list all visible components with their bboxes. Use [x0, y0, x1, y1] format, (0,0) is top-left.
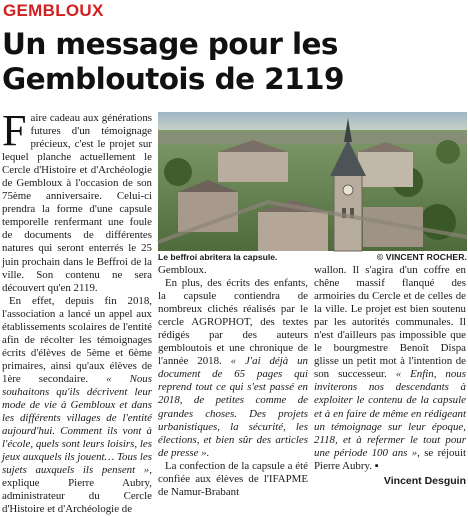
photo-credit: © VINCENT ROCHER.: [376, 252, 467, 262]
author-byline: Vincent Desguin: [383, 474, 466, 487]
text-column-3: [314, 264, 467, 487]
paragraph-intro: [2, 106, 152, 295]
paragraph-contents: [158, 277, 308, 460]
appeal-end: , explique Pierre Aubry, administrateur du Cercle d'Histoire et d'Archéologie de: [2, 464, 152, 516]
coffer-end: , se réjouit Pierre Aubry. ▪: [314, 446, 467, 472]
appeal-quote: « Nous souhaitons qu'ils décrivent leur mode de vie à Gembloux et dans les différents villages de l'entité aujourd'hui. Comment ils vont à l'école, quels sont leurs loisirs, les jeux auxquels ils jouent… Tous les sujets auxquels ils pensent »: [2, 372, 152, 477]
paragraph-continuation: Gembloux.: [158, 264, 207, 276]
contents-quote: « J'ai déjà un document de 65 pages qui reprend tout ce qui s'est passé en 2018, de petites comme de grandes choses. Des projets urbanistiques, la sécurité, les élections, et bien sûr des articles de presse ».: [158, 355, 308, 459]
text-column-1: [2, 106, 152, 516]
photo-illustration: [158, 112, 467, 251]
contents-text: En plus, des écrits des enfants, la capsule contiendra de nombreux clichés réalisés par le cercle AGROPHOT, des textes rédigés par des auteurs gembloutois et une chronique de l'année 2018.: [158, 277, 308, 368]
coffer-quote: « Enfin, nous inviterons nos descendants à exploiter le contenu de la capsule et à en faire de même en rédigeant un témoignage sur leur époque, 2118, et à refermer le tout pour une période 100 ans »: [314, 368, 466, 459]
paragraph-construction: La confection de la capsule a été confiée aux élèves de l'IFAPME de Namur-Brabant: [158, 459, 308, 498]
paragraph-appeal: [2, 295, 152, 516]
section-label: GEMBLOUX: [3, 1, 104, 20]
headline-line-1: Un message pour les: [2, 27, 338, 61]
intro-text: aire cadeau aux générations futures d'un témoignage précieux, c'est le projet sur lequel planche actuellement le Cercle d'Histoire et d'Archéologie de Gembloux à l'occasion de son 75ème anniversaire. Celui-ci prendra la forme d'une capsule temporelle renfermant une foule de documents de différentes natures qui seront enterrés le 25 juin prochain dans le Beffroi de la ville. Son contenu ne sera découvert qu'en 2119.: [2, 112, 152, 294]
text-column-2: [158, 264, 308, 498]
photo-caption: Le beffroi abritera la capsule.: [158, 252, 278, 262]
headline-line-2: Gembloutois de 2119: [2, 62, 344, 96]
drop-cap: F: [2, 106, 27, 155]
paragraph-coffer: [314, 264, 466, 473]
coffer-text: wallon. Il s'agira d'un coffre en chêne massif flanqué des armoiries du Cercle et de celles de la ville. Le projet est bien soutenu par les autorités communales. Il n'est d'ailleurs pas impossible que le bourgmestre Benoît Dispa glisse un petit mot à l'intention de son successeur.: [314, 264, 466, 381]
belfry-aerial-photo: [158, 112, 467, 251]
photo-caption-bar: [158, 251, 467, 263]
appeal-text: En effet, depuis fin 2018, l'association a lancé un appel aux établissements scolaires de l'entité afin de récolter les témoignages écrits d'élèves de 5ème et 6ème primaires, ainsi qu'aux élèves de 1ère secondaire.: [2, 294, 152, 385]
headline: [2, 27, 468, 97]
